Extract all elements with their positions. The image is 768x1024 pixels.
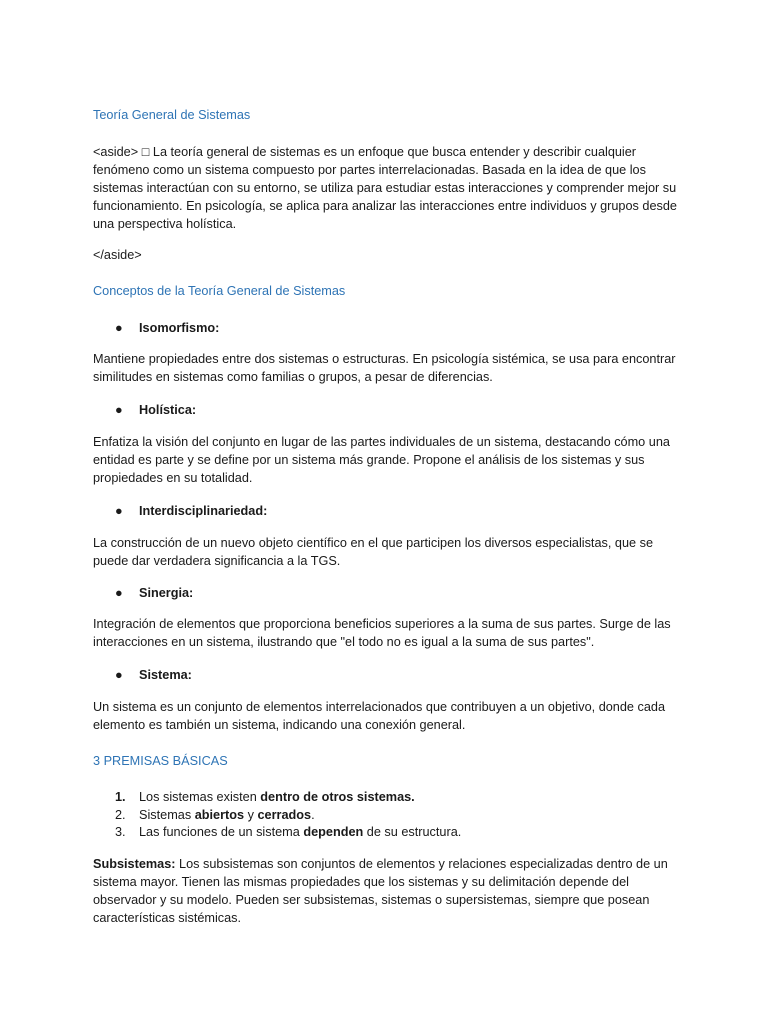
premise-number: 2. — [115, 808, 126, 822]
bullet-icon: ● — [115, 321, 123, 335]
premise-number: 1. — [115, 790, 126, 804]
concept-term: Sistema: — [139, 668, 192, 682]
document-title: Teoría General de Sistemas — [93, 108, 251, 122]
subsystems-paragraph — [93, 855, 683, 927]
premise-text: Sistemas abiertos y cerrados. — [139, 808, 315, 822]
concept-description: Enfatiza la visión del conjunto en lugar de las partes individuales de un sistema, destacando cómo una entidad es parte y se define por un sistema más grande. Propone el análisis de los sistemas y sus propiedades en su totalidad. — [93, 435, 670, 485]
concept-term: Sinergia: — [139, 586, 194, 600]
bullet-icon: ● — [115, 586, 123, 600]
concept-term: Isomorfismo: — [139, 321, 220, 335]
bullet-icon: ● — [115, 403, 123, 417]
concept-term: Interdisciplinariedad: — [139, 504, 268, 518]
bullet-icon: ● — [115, 504, 123, 518]
subsystems-text: Los subsistemas son conjuntos de elementos y relaciones especializadas dentro de un sistema mayor. Tienen las mismas propiedades que los sistemas y su delimitación depende del observador y su modelo. Pueden ser subsistemas, sistemas o supersistemas, siempre que posean características sistémicas. — [93, 857, 668, 925]
concepts-heading: Conceptos de la Teoría General de Sistemas — [93, 284, 346, 298]
aside-paragraph — [93, 143, 683, 233]
premises-heading: 3 PREMISAS BÁSICAS — [93, 754, 228, 768]
aside-open-tag: <aside> — [93, 145, 139, 159]
bullet-icon: ● — [115, 668, 123, 682]
concept-description: Un sistema es un conjunto de elementos interrelacionados que contribuyen a un objetivo, donde cada elemento es también un sistema, indicando una conexión general. — [93, 700, 666, 732]
concept-description: La construcción de un nuevo objeto científico en el que participen los diversos especialistas, que se puede dar verdadera significancia a la TGS. — [93, 536, 654, 568]
aside-text: La teoría general de sistemas es un enfoque que busca entender y describir cualquier fenómeno como un sistema compuesto por partes interrelacionadas. Basada en la idea de que los sistemas interactúan con su entorno, se utiliza para estudiar estas interacciones y comprender mejor su funcionamiento. En psicología, se aplica para analizar las interacciones entre individuos y grupos desde una perspectiva holística. — [93, 145, 677, 231]
premise-number: 3. — [115, 825, 126, 839]
aside-close-tag: </aside> — [93, 248, 142, 262]
premise-text: Las funciones de un sistema dependen de su estructura. — [139, 825, 462, 839]
concept-term: Holística: — [139, 403, 197, 417]
concept-description: Mantiene propiedades entre dos sistemas o estructuras. En psicología sistémica, se usa para encontrar similitudes en sistemas como familias o grupos, a pesar de diferencias. — [93, 352, 676, 384]
replacement-glyph-icon: □ — [141, 145, 150, 159]
subsystems-label: Subsistemas: — [93, 857, 176, 871]
premise-text: Los sistemas existen dentro de otros sistemas. — [139, 790, 415, 804]
concept-description: Integración de elementos que proporciona beneficios superiores a la suma de sus partes. Surge de las interacciones en un sistema, ilustrando que "el todo no es igual a la suma de sus partes". — [93, 617, 671, 649]
